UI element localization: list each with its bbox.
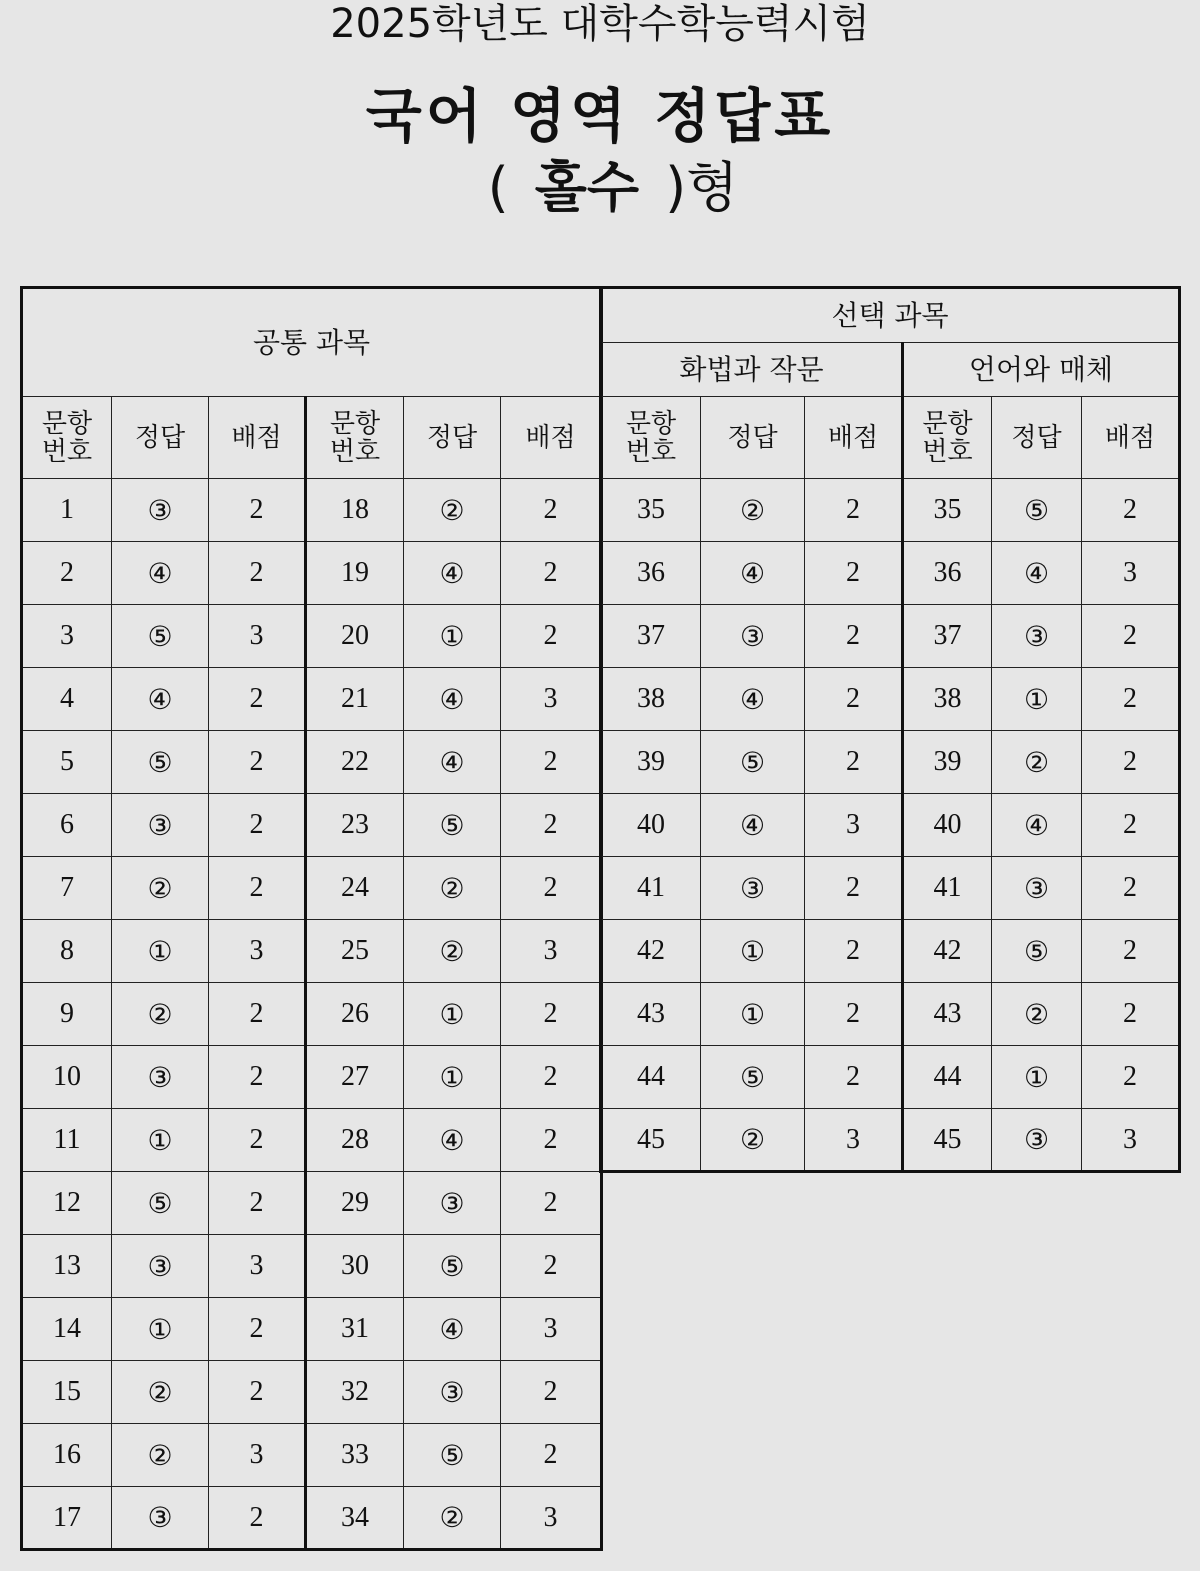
sub2-title: 언어와 매체 bbox=[903, 343, 1180, 397]
answer: ③ bbox=[112, 1046, 209, 1109]
table-row bbox=[22, 1424, 602, 1487]
points: 3 bbox=[209, 1235, 306, 1298]
points: 3 bbox=[501, 1298, 602, 1361]
table-row bbox=[22, 1298, 602, 1361]
question-number: 43 bbox=[903, 983, 992, 1046]
answer: ③ bbox=[112, 794, 209, 857]
question-number: 17 bbox=[22, 1487, 112, 1550]
table-row bbox=[22, 794, 602, 857]
question-number: 42 bbox=[601, 920, 701, 983]
table-row bbox=[22, 479, 602, 542]
question-number: 15 bbox=[22, 1361, 112, 1424]
question-number: 16 bbox=[22, 1424, 112, 1487]
question-number: 26 bbox=[306, 983, 404, 1046]
table-row bbox=[601, 605, 1180, 668]
answer: ① bbox=[992, 1046, 1082, 1109]
table-row bbox=[601, 542, 1180, 605]
question-number: 13 bbox=[22, 1235, 112, 1298]
points: 2 bbox=[209, 542, 306, 605]
table-row bbox=[22, 542, 602, 605]
question-number: 40 bbox=[601, 794, 701, 857]
question-number: 31 bbox=[306, 1298, 404, 1361]
question-number: 27 bbox=[306, 1046, 404, 1109]
points: 3 bbox=[1082, 542, 1180, 605]
answer: ① bbox=[992, 668, 1082, 731]
question-number: 18 bbox=[306, 479, 404, 542]
question-number: 33 bbox=[306, 1424, 404, 1487]
points: 3 bbox=[501, 668, 602, 731]
column-header: 문항 번호 bbox=[903, 397, 992, 479]
table-row bbox=[601, 479, 1180, 542]
points: 2 bbox=[805, 857, 903, 920]
column-header: 정답 bbox=[992, 397, 1082, 479]
answer: ③ bbox=[992, 857, 1082, 920]
answer: ③ bbox=[112, 479, 209, 542]
question-number: 36 bbox=[903, 542, 992, 605]
question-number: 8 bbox=[22, 920, 112, 983]
question-number: 9 bbox=[22, 983, 112, 1046]
answer: ① bbox=[701, 983, 805, 1046]
table-row bbox=[601, 668, 1180, 731]
question-number: 4 bbox=[22, 668, 112, 731]
points: 2 bbox=[1082, 857, 1180, 920]
question-number: 3 bbox=[22, 605, 112, 668]
answer: ④ bbox=[404, 1298, 501, 1361]
table-row bbox=[601, 1109, 1180, 1172]
answer: ⑤ bbox=[992, 479, 1082, 542]
points: 2 bbox=[501, 605, 602, 668]
common-subject-table bbox=[20, 286, 603, 1551]
question-number: 14 bbox=[22, 1298, 112, 1361]
points: 3 bbox=[501, 920, 602, 983]
answer: ⑤ bbox=[701, 1046, 805, 1109]
answer: ④ bbox=[112, 542, 209, 605]
table-row bbox=[601, 1046, 1180, 1109]
question-number: 2 bbox=[22, 542, 112, 605]
points: 3 bbox=[209, 920, 306, 983]
points: 2 bbox=[209, 1172, 306, 1235]
column-header: 문항 번호 bbox=[22, 397, 112, 479]
question-number: 19 bbox=[306, 542, 404, 605]
question-number: 39 bbox=[903, 731, 992, 794]
question-number: 39 bbox=[601, 731, 701, 794]
answer: ④ bbox=[404, 731, 501, 794]
answer: ③ bbox=[112, 1487, 209, 1550]
question-number: 44 bbox=[903, 1046, 992, 1109]
table-row bbox=[601, 794, 1180, 857]
points: 2 bbox=[1082, 605, 1180, 668]
points: 2 bbox=[501, 1172, 602, 1235]
points: 3 bbox=[501, 1487, 602, 1550]
column-header: 배점 bbox=[805, 397, 903, 479]
answer: ⑤ bbox=[112, 605, 209, 668]
answer: ⑤ bbox=[404, 794, 501, 857]
type-open-paren: ( bbox=[487, 156, 509, 219]
points: 2 bbox=[501, 1361, 602, 1424]
type-close-label: )형 bbox=[665, 156, 739, 219]
answer: ② bbox=[701, 1109, 805, 1172]
answer: ④ bbox=[992, 794, 1082, 857]
answer: ⑤ bbox=[112, 731, 209, 794]
answer: ③ bbox=[992, 1109, 1082, 1172]
question-number: 42 bbox=[903, 920, 992, 983]
column-header: 문항 번호 bbox=[306, 397, 404, 479]
answer: ③ bbox=[701, 605, 805, 668]
points: 2 bbox=[501, 794, 602, 857]
points: 2 bbox=[1082, 731, 1180, 794]
answer: ① bbox=[701, 920, 805, 983]
points: 2 bbox=[501, 983, 602, 1046]
answer: ⑤ bbox=[404, 1235, 501, 1298]
table-row bbox=[22, 983, 602, 1046]
points: 2 bbox=[209, 668, 306, 731]
answer: ③ bbox=[404, 1172, 501, 1235]
answer: ① bbox=[404, 1046, 501, 1109]
column-header: 정답 bbox=[404, 397, 501, 479]
answer: ① bbox=[404, 605, 501, 668]
answer: ④ bbox=[992, 542, 1082, 605]
answer: ④ bbox=[404, 1109, 501, 1172]
column-header: 문항 번호 bbox=[601, 397, 701, 479]
question-number: 32 bbox=[306, 1361, 404, 1424]
points: 2 bbox=[501, 731, 602, 794]
table-row bbox=[22, 1046, 602, 1109]
question-number: 12 bbox=[22, 1172, 112, 1235]
points: 2 bbox=[209, 794, 306, 857]
table-row bbox=[22, 1109, 602, 1172]
question-number: 28 bbox=[306, 1109, 404, 1172]
points: 3 bbox=[805, 794, 903, 857]
points: 2 bbox=[209, 1046, 306, 1109]
question-number: 35 bbox=[903, 479, 992, 542]
answer: ② bbox=[992, 731, 1082, 794]
table-row bbox=[22, 731, 602, 794]
points: 3 bbox=[805, 1109, 903, 1172]
points: 2 bbox=[209, 479, 306, 542]
answer: ④ bbox=[112, 668, 209, 731]
column-header: 배점 bbox=[1082, 397, 1180, 479]
question-number: 5 bbox=[22, 731, 112, 794]
question-number: 43 bbox=[601, 983, 701, 1046]
answer: ② bbox=[404, 479, 501, 542]
points: 2 bbox=[805, 920, 903, 983]
table-row bbox=[22, 857, 602, 920]
points: 2 bbox=[1082, 794, 1180, 857]
answer: ② bbox=[992, 983, 1082, 1046]
table-row bbox=[601, 857, 1180, 920]
column-header: 배점 bbox=[209, 397, 306, 479]
answer: ⑤ bbox=[112, 1172, 209, 1235]
points: 2 bbox=[209, 1487, 306, 1550]
points: 2 bbox=[209, 983, 306, 1046]
answer: ③ bbox=[112, 1235, 209, 1298]
question-number: 30 bbox=[306, 1235, 404, 1298]
question-number: 24 bbox=[306, 857, 404, 920]
points: 2 bbox=[805, 1046, 903, 1109]
answer: ④ bbox=[701, 794, 805, 857]
answer: ⑤ bbox=[404, 1424, 501, 1487]
points: 3 bbox=[1082, 1109, 1180, 1172]
answer: ② bbox=[404, 1487, 501, 1550]
question-number: 37 bbox=[601, 605, 701, 668]
table-row bbox=[22, 1235, 602, 1298]
points: 2 bbox=[209, 1298, 306, 1361]
table-row bbox=[22, 1172, 602, 1235]
question-number: 41 bbox=[903, 857, 992, 920]
question-number: 6 bbox=[22, 794, 112, 857]
common-subject-title: 공통 과목 bbox=[22, 288, 602, 397]
points: 2 bbox=[1082, 920, 1180, 983]
sub1-title: 화법과 작문 bbox=[601, 343, 903, 397]
question-number: 1 bbox=[22, 479, 112, 542]
question-number: 45 bbox=[903, 1109, 992, 1172]
type-name: 홀수 bbox=[534, 156, 640, 219]
table-row bbox=[22, 668, 602, 731]
table-row bbox=[22, 1487, 602, 1550]
elective-subject-table bbox=[599, 286, 1181, 1173]
answer: ① bbox=[112, 1109, 209, 1172]
question-number: 45 bbox=[601, 1109, 701, 1172]
table-row bbox=[22, 920, 602, 983]
question-number: 37 bbox=[903, 605, 992, 668]
points: 2 bbox=[209, 1109, 306, 1172]
answer: ② bbox=[112, 1424, 209, 1487]
column-header: 정답 bbox=[112, 397, 209, 479]
question-number: 11 bbox=[22, 1109, 112, 1172]
answer: ② bbox=[404, 857, 501, 920]
page-title: 국어 영역 정답표 bbox=[365, 82, 835, 150]
question-number: 44 bbox=[601, 1046, 701, 1109]
table-row bbox=[22, 605, 602, 668]
points: 2 bbox=[805, 983, 903, 1046]
answer: ④ bbox=[701, 668, 805, 731]
exam-type bbox=[0, 158, 1200, 218]
question-number: 22 bbox=[306, 731, 404, 794]
column-header: 정답 bbox=[701, 397, 805, 479]
answer: ④ bbox=[701, 542, 805, 605]
answer: ⑤ bbox=[701, 731, 805, 794]
points: 2 bbox=[501, 1424, 602, 1487]
question-number: 7 bbox=[22, 857, 112, 920]
points: 2 bbox=[501, 1109, 602, 1172]
question-number: 35 bbox=[601, 479, 701, 542]
points: 2 bbox=[805, 605, 903, 668]
points: 2 bbox=[805, 479, 903, 542]
answer: ② bbox=[112, 1361, 209, 1424]
answer: ⑤ bbox=[992, 920, 1082, 983]
points: 2 bbox=[1082, 1046, 1180, 1109]
points: 3 bbox=[209, 605, 306, 668]
points: 2 bbox=[501, 479, 602, 542]
answer: ① bbox=[112, 1298, 209, 1361]
answer: ② bbox=[701, 479, 805, 542]
column-header: 배점 bbox=[501, 397, 602, 479]
answer: ① bbox=[404, 983, 501, 1046]
points: 2 bbox=[501, 857, 602, 920]
points: 2 bbox=[209, 1361, 306, 1424]
answer: ② bbox=[112, 857, 209, 920]
answer: ② bbox=[112, 983, 209, 1046]
question-number: 21 bbox=[306, 668, 404, 731]
question-number: 38 bbox=[601, 668, 701, 731]
points: 2 bbox=[805, 731, 903, 794]
table-row bbox=[22, 1361, 602, 1424]
table-row bbox=[601, 983, 1180, 1046]
points: 3 bbox=[209, 1424, 306, 1487]
points: 2 bbox=[501, 542, 602, 605]
question-number: 29 bbox=[306, 1172, 404, 1235]
points: 2 bbox=[1082, 668, 1180, 731]
table-row bbox=[601, 731, 1180, 794]
answer: ② bbox=[404, 920, 501, 983]
table-row bbox=[601, 920, 1180, 983]
points: 2 bbox=[1082, 983, 1180, 1046]
points: 2 bbox=[1082, 479, 1180, 542]
points: 2 bbox=[805, 542, 903, 605]
question-number: 38 bbox=[903, 668, 992, 731]
question-number: 25 bbox=[306, 920, 404, 983]
question-number: 41 bbox=[601, 857, 701, 920]
elective-subject-title: 선택 과목 bbox=[601, 288, 1180, 343]
question-number: 10 bbox=[22, 1046, 112, 1109]
answer: ④ bbox=[404, 668, 501, 731]
exam-title: 2025학년도 대학수학능력시험 bbox=[330, 1, 870, 47]
question-number: 34 bbox=[306, 1487, 404, 1550]
answer: ③ bbox=[992, 605, 1082, 668]
question-number: 23 bbox=[306, 794, 404, 857]
points: 2 bbox=[209, 731, 306, 794]
answer: ④ bbox=[404, 542, 501, 605]
points: 2 bbox=[501, 1235, 602, 1298]
question-number: 40 bbox=[903, 794, 992, 857]
question-number: 20 bbox=[306, 605, 404, 668]
question-number: 36 bbox=[601, 542, 701, 605]
points: 2 bbox=[501, 1046, 602, 1109]
answer: ③ bbox=[701, 857, 805, 920]
answer: ③ bbox=[404, 1361, 501, 1424]
points: 2 bbox=[209, 857, 306, 920]
answer: ① bbox=[112, 920, 209, 983]
points: 2 bbox=[805, 668, 903, 731]
